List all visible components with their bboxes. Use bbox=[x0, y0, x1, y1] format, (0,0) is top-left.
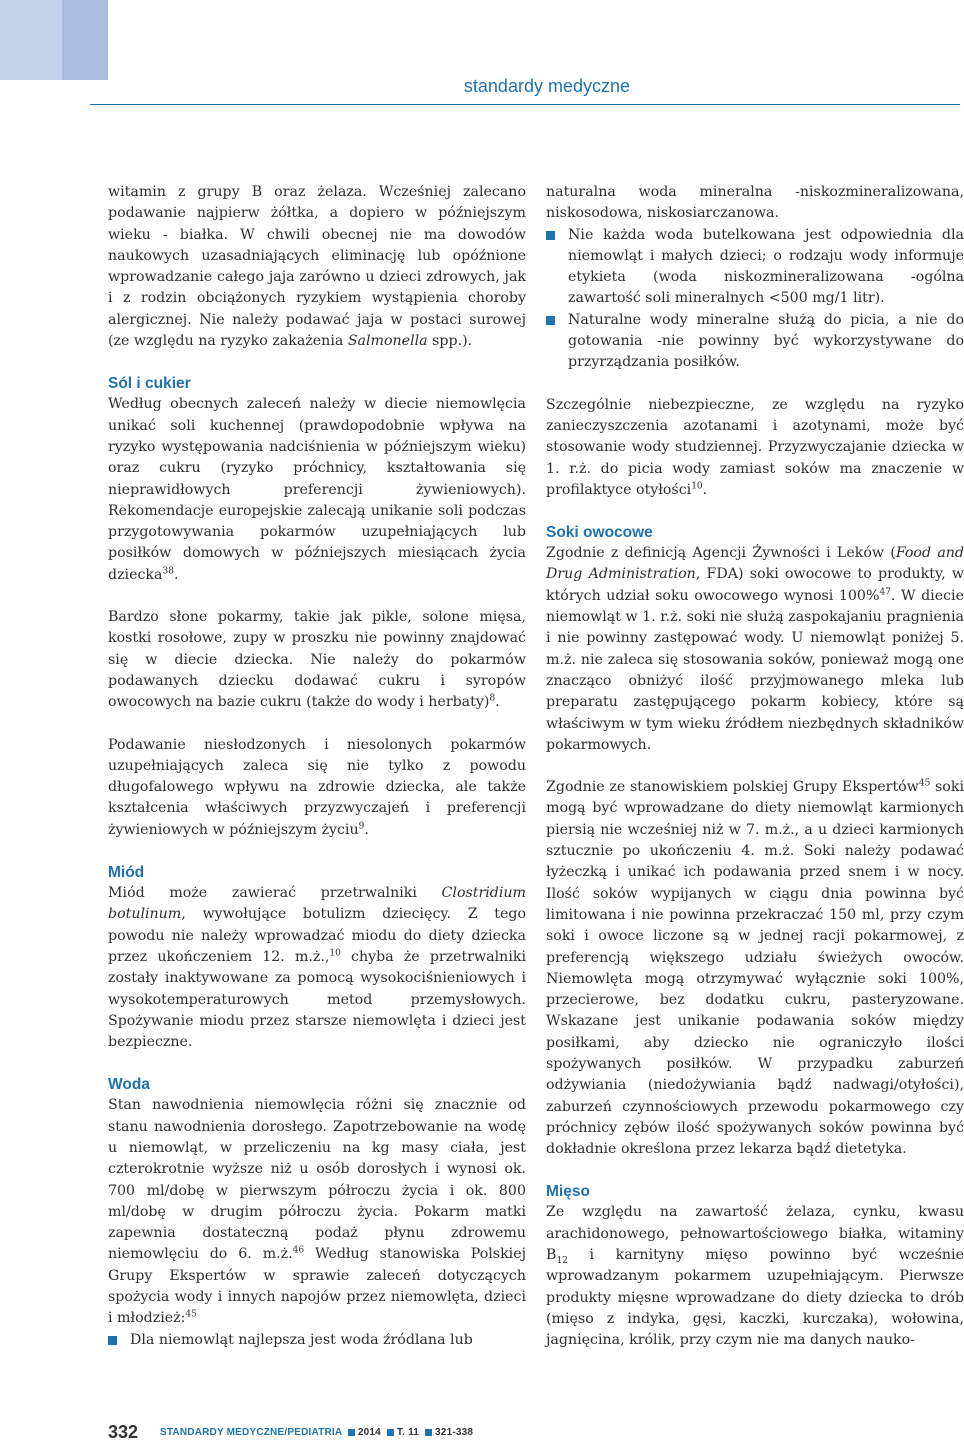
paragraph-salt-sugar: Według obecnych zaleceń należy w diecie niemowlęcia unikać soli kuchennej (prawdopodobnie wpływa na ryzyko występowania nadciśnienia w późniejszym wieku) oraz cukru (ryzyko próchnicy, kształtowania się nieprawidłowych preferencji żywieniowych). Rekomendacje europejskie zalecają unikanie soli podczas przygotowywania pokarmów uzupełniających lub posiłków domowych w późniejszych miesiącach życia dziecka$^{38}$. bbox=[108, 396, 526, 583]
paragraph-well-water: Szczególnie niebezpieczne, ze względu na ryzyko zanieczyszczenia azotanami i azotynami, może być stosowanie wody studziennej. Przyzwyczajanie dziecka w 1. r.ż. do picia wody zamiast soków ma znaczenie w profilaktyce otyłości$^{10}$. bbox=[546, 396, 964, 498]
section-label: standardy medyczne bbox=[463, 76, 630, 96]
heading-meat: Mięso bbox=[546, 1183, 590, 1201]
bullet-square-icon bbox=[546, 231, 555, 240]
paragraph-water: Stan nawodnienia niemowlęcia różni się znacznie od stanu nawodnienia dorosłego. Zapotrzebowanie na wodę u niemowląt, w przeliczeniu na kg masy ciała, jest czterokrotnie wyższe niż u osób dorosłych i wynosi ok. 700 ml/dobę w pierwszym półroczu życia i ok. 800 ml/dobę w drugim półroczu życia. Pokarm matki zapewnia dostateczną podaż płynu zdrowemu niemowlęciu do 6. m.ż.$^{46}$ Według stanowiska Polskiej Grupy Ekspertów w sprawie zaleceń dotyczących spożycia wody i innych napojów przez niemowlęta, dzieci i młodzież:$^{45}$ bbox=[108, 1097, 526, 1327]
paragraph-juices: Zgodnie z definicją Agencji Żywności i Leków (Food and Drug Administration, FDA) soki owocowe to produkty, w których udział soku owocowego wynosi 100%$^{47}$. W diecie niemowląt w 1. r.ż. soki nie służą zaspokajaniu pragnienia i nie powinny zastępować wody. U niemowląt poniżej 5. m.ż. nie zaleca się stosowania soków, ponieważ mogą one znacząco obniżyć ilość przyjmowanego mleka lub preparatu zastępującego pokarm kobiecy, które są właściwym w tym wieku źródłem niezbędnych składników pokarmowych. bbox=[546, 545, 964, 753]
paragraph-meat: Ze względu na zawartość żelaza, cynku, kwasu arachidonowego, pełnowartościowego białka, witaminy $B_{12}$ i karnityny mięso powinno być wcześnie wprowadzanym pokarmem uzupełniającym. Pierwsze produkty mięsne wprowadzane do diety dziecka to drób (mięso z indyka, gęsi, kaczki, kurczaka), wołowina, jagnięcina, królik, przy czym nie ma danych nauko- bbox=[546, 1204, 964, 1349]
left-column bbox=[108, 182, 526, 1351]
paragraph-salty-foods: Bardzo słone pokarmy, takie jak pikle, solone mięsa, kostki rosołowe, zupy w proszku nie powinny znajdować się w diecie dziecka. Nie należy do pokarmów podawanych dziecku dodawać cukru i syropów owocowych na bazie cukru (także do wody i herbaty)$^8$. bbox=[108, 609, 526, 711]
paragraph-honey: Miód może zawierać przetrwalniki Clostridium botulinum, wywołujące botulizm dziecięcy. Z tego powodu nie należy wprowadzać miodu do diety dziecka przez ukończeniem 12. m.ż.,$^{10}$ chyba że przetrwalniki zostały inaktywowane za pomocą wysokociśnieniowych i wysokotemperaturowych metod przemysłowych. Spożywanie miodu przez starsze niemowlęta i dzieci jest bezpieczne. bbox=[108, 885, 526, 1051]
corner-decoration bbox=[62, 0, 108, 80]
list-item: Nie każda woda butelkowana jest odpowiednia dla niemowląt i małych dzieci; o rodzaju wody informuje etykieta (woda niskozmineralizowana -ogólna zawartość soli mineralnych <500 mg/1 litr). bbox=[546, 225, 964, 310]
bullet-square-icon bbox=[108, 1336, 117, 1345]
paragraph-unsweetened: Podawanie niesłodzonych i niesolonych pokarmów uzupełniających zaleca się nie tylko z powodu długofalowego wpływu na zdrowie dziecka, ale także kształcenia właściwych przyzwyczajeń i preferencji żywieniowych w późniejszym życiu$^9$. bbox=[108, 736, 526, 838]
right-column bbox=[546, 182, 964, 1352]
heading-water: Woda bbox=[108, 1076, 150, 1094]
paragraph-water-cont: naturalna woda mineralna -niskozmineralizowana, niskosodowa, niskosiarczanowa. bbox=[546, 184, 964, 222]
paragraph-expert-group: Zgodnie ze stanowiskiem polskiej Grupy Ekspertów$^{45}$ soki mogą być wprowadzane do diety niemowląt karmionych piersią nie wcześniej niż w 7. m.ż., a u dzieci karmionych sztucznie po ukończeniu 4. m.ż. Soki należy podawać łyżeczką i unikać ich podawania przed snem i w nocy. Ilość soków wypijanych w ciągu dnia powinna być limitowana i nie powinna przekraczać 150 ml, przy czym soki i owoce liczone są w jednej racji pokarmowej, z preferencją większego udziału świeżych owoców. Niemowlęta mogą otrzymywać wyłącznie soki 100%, przecierowe, bez dodatku cukru, pasteryzowane. Wskazane jest unikanie podawania soków między posiłkami, aby dziecko nie ograniczyło ilości spożywanych posiłków. W przypadku zaburzeń odżywiania (niedożywiania bądź nadwagi/otyłości), zaburzeń czynnościowych przewodu pokarmowego czy próchnicy zębów ilość spożywanych soków powinna być dokładnie określona przez lekarza bądź dietetyka. bbox=[546, 778, 964, 1158]
page-number: 332 bbox=[108, 1422, 139, 1442]
heading-juices: Soki owocowe bbox=[546, 524, 653, 542]
list-item: Dla niemowląt najlepsza jest woda źródlana lub bbox=[108, 1330, 526, 1351]
heading-honey: Miód bbox=[108, 864, 145, 882]
page-footer bbox=[108, 1422, 808, 1442]
journal-info: STANDARDY MEDYCZNE/PEDIATRIA 2014 T. 11 321-338 bbox=[160, 1427, 474, 1438]
paragraph-eggs: witamin z grupy B oraz żelaza. Wcześniej zalecano podawanie najpierw żółtka, a dopiero w późniejszym wieku - białka. W chwili obecnej nie ma dowodów naukowych uzasadniających eliminację lub opóźnione wprowadzanie całego jaja zarówno u dzieci zdrowych, jak i z rodzin obciążonych ryzykiem wystąpienia choroby alergicznej. Nie należy podawać jaja w postaci surowej (ze względu na ryzyko zakażenia Salmonella spp.). bbox=[108, 184, 526, 350]
list-item: Naturalne wody mineralne służą do picia, a nie do gotowania -nie powinny być wykorzystywane do przyrządzania posiłków. bbox=[546, 310, 964, 374]
bullet-square-icon bbox=[546, 316, 555, 325]
heading-salt-sugar: Sól i cukier bbox=[108, 375, 191, 393]
header-rule bbox=[90, 104, 960, 105]
